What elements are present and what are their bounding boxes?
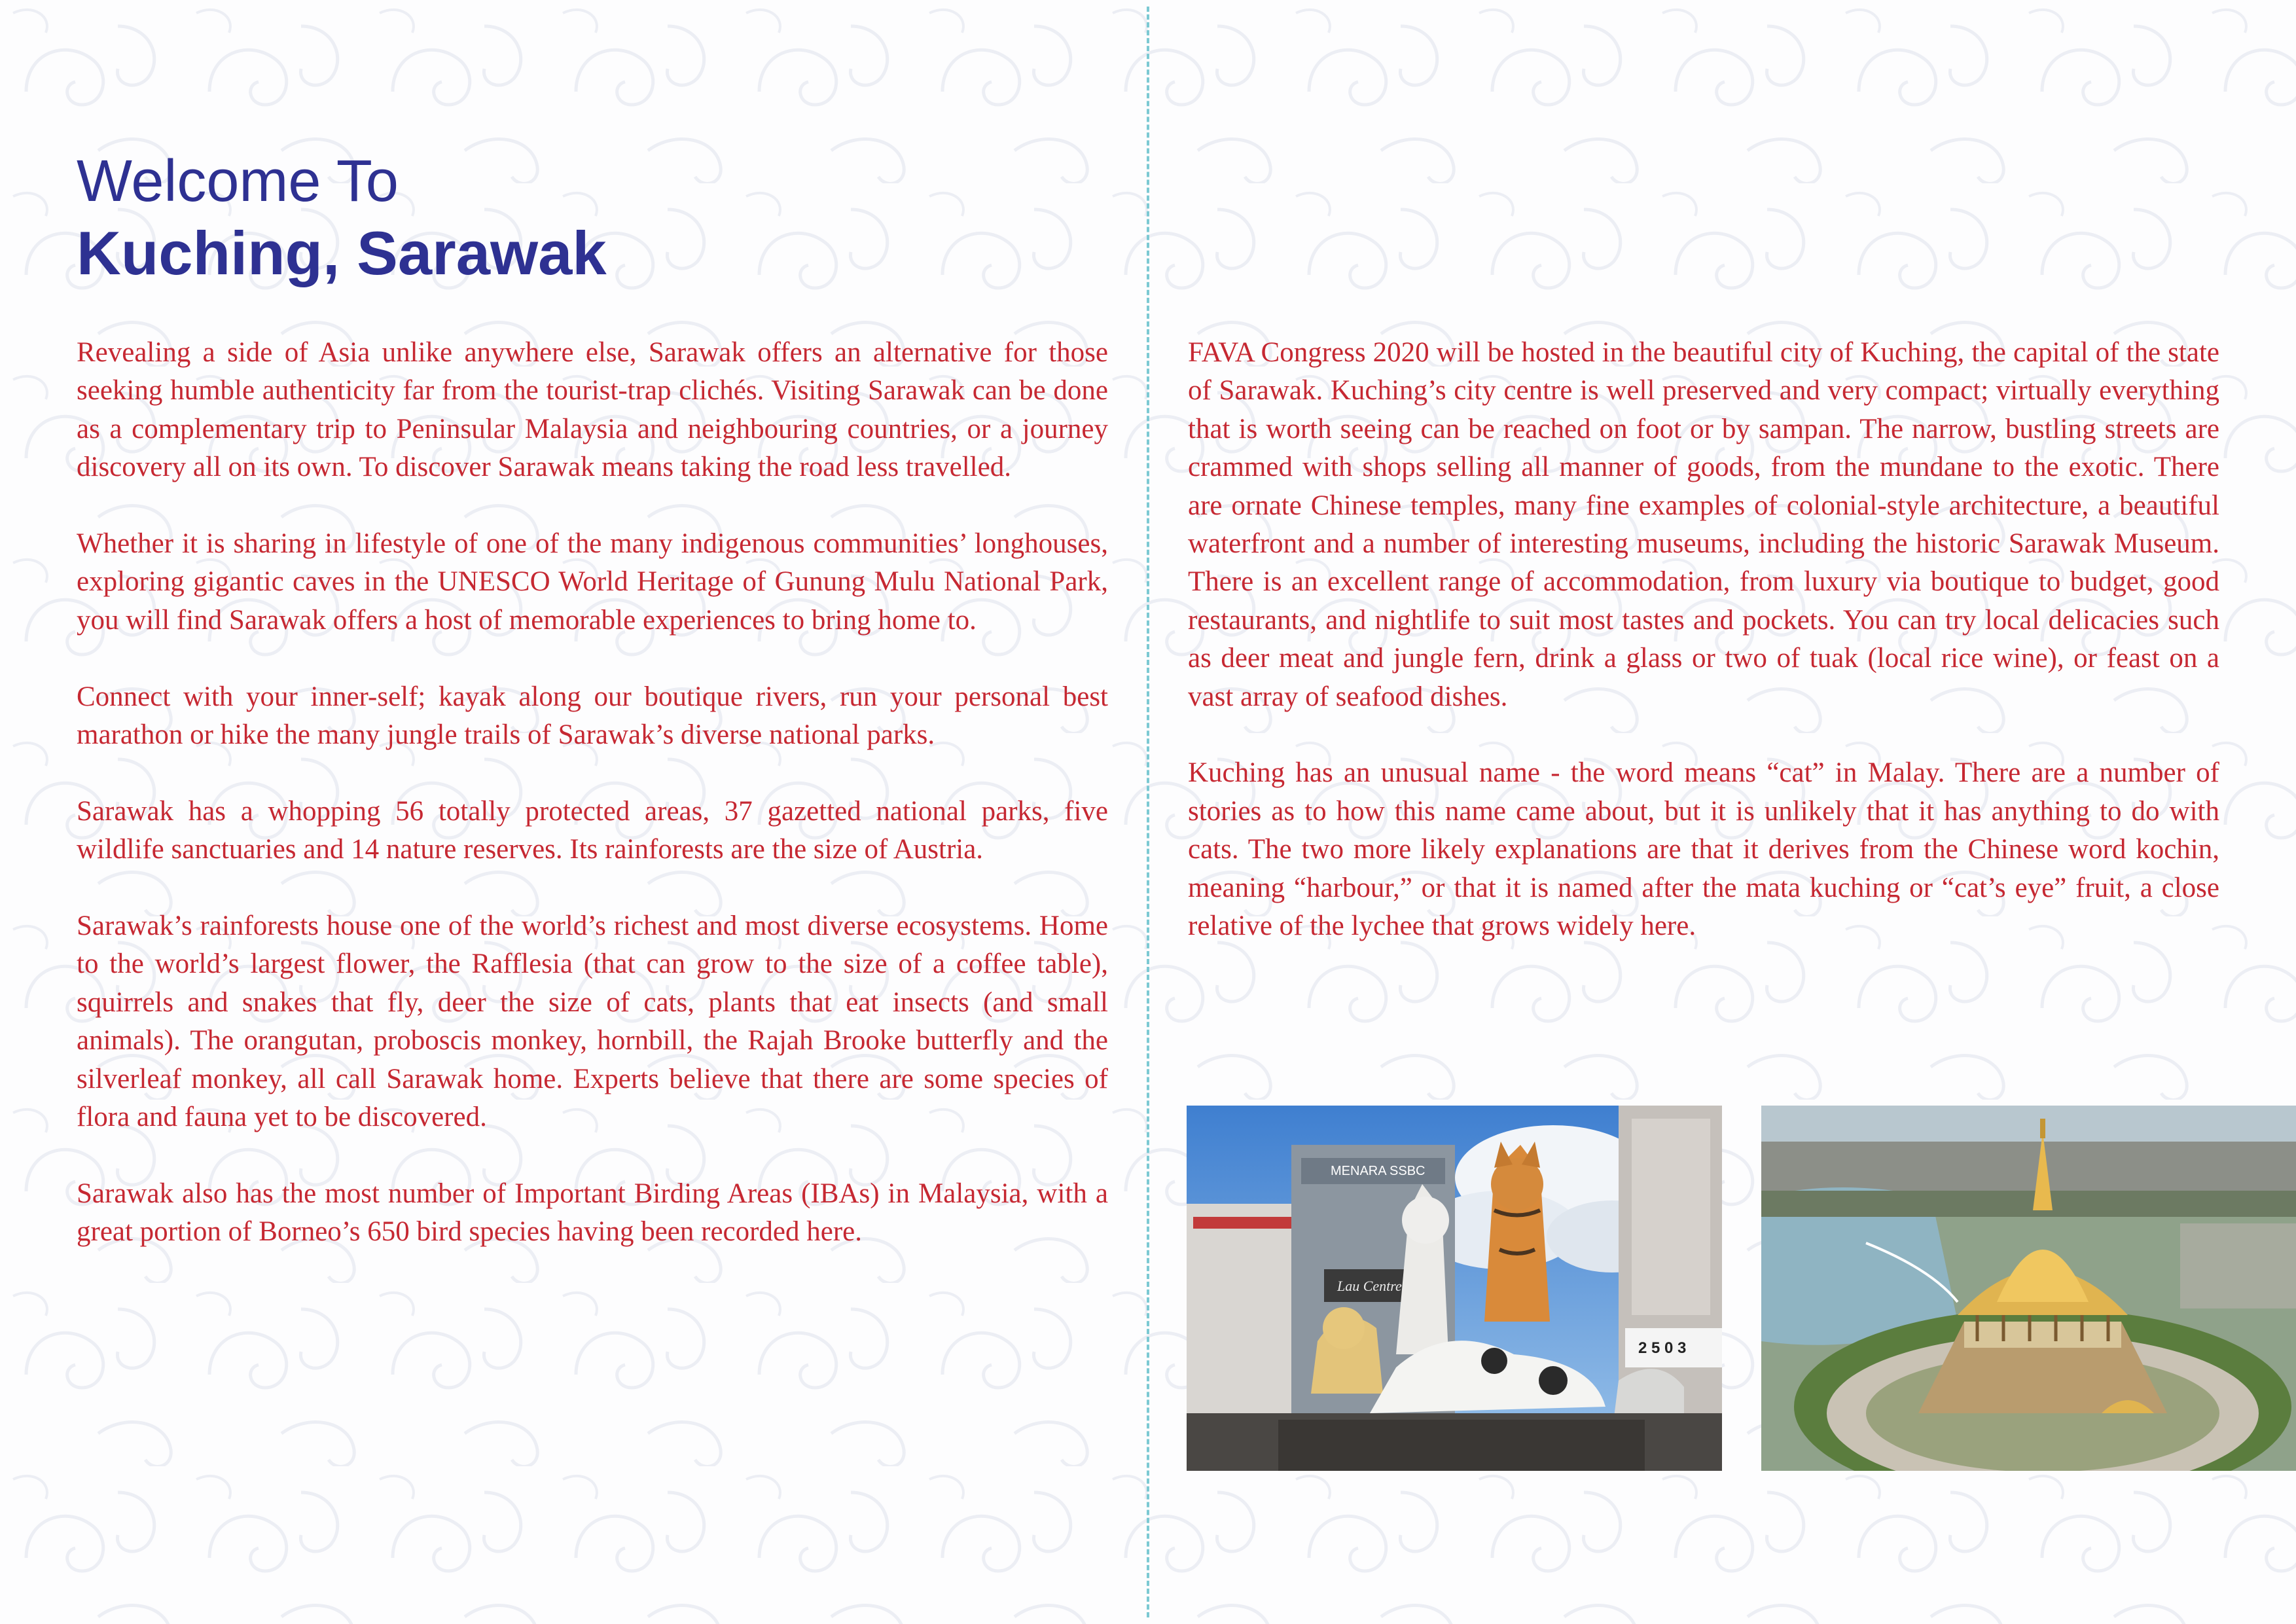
title-line-kuching: Kuching, Sarawak [77, 219, 607, 287]
paragraph: Connect with your inner-self; kayak along our boutique rivers, run your personal best marathon or hike the many jungle trails of Sarawak’s diverse national parks. [77, 681, 1108, 751]
paragraph: Sarawak also has the most number of Important Birding Areas (IBAs) in Malaysia, with a great portion of Borneo’s 650 bird species having been recorded here. [77, 1178, 1108, 1248]
paragraph: Sarawak has a whopping 56 totally protected areas, 37 gazetted national parks, five wildlife sanctuaries and 14 nature reserves. Its rainforests are the size of Austria. [77, 795, 1108, 865]
page-spine-divider [1147, 7, 1149, 1617]
paragraph: Sarawak’s rainforests house one of the world’s richest and most diverse ecosystems. Home to the world’s largest flower, the Rafflesia (that can grow to the size of a coffee table), squirrels and snakes that fly, deer the size of cats, plants that eat insects (and small animals). The orangutan, proboscis monkey, hornbill, the Rajah Brooke butterfly and the silverleaf monkey, all call Sarawak home. Experts believe that there are some species of flora and fauna yet to be discovered. [77, 911, 1108, 1133]
sign-menara: MENARA SSBC [1331, 1164, 1426, 1178]
paragraph: Whether it is sharing in lifestyle of one of the many indigenous communities’ longhouses, exploring gigantic caves in the UNESCO World Heritage of Gunung Mulu National Park, you will find Sarawak offers a host of memorable experiences to bring home to. [77, 528, 1108, 636]
photo-cat-statue [1187, 1106, 1722, 1471]
page-title [77, 145, 607, 289]
right-text-column [1188, 334, 2219, 984]
sign-numbers: 2 5 0 3 [1638, 1339, 1687, 1357]
title-line-welcome: Welcome To [77, 149, 399, 214]
sign-lau-centre: Lau Centre [1337, 1278, 1402, 1294]
left-text-column [77, 334, 1108, 1290]
paragraph: Kuching has an unusual name - the word means “cat” in Malay. There are a number of stories as to how this name came about, but it is unlikely that it has anything to do with cats. The two more likely explanations are that it derives from the Chinese word kochin, meaning “harbour,” or that it is named after the mata kuching or “cat’s eye” fruit, a close relative of the lychee that grows widely here. [1188, 757, 2219, 942]
paragraph: Revealing a side of Asia unlike anywhere else, Sarawak offers an alternative for those seeking humble authenticity far from the tourist-trap clichés. Visiting Sarawak can be done as a complementary trip to Peninsular Malaysia and neighbouring countries, or a journey discovery all on its own. To discover Sarawak means taking the road less travelled. [77, 337, 1108, 483]
photo-legislative-building [1761, 1106, 2296, 1471]
paragraph: FAVA Congress 2020 will be hosted in the beautiful city of Kuching, the capital of the state of Sarawak. Kuching’s city centre is well preserved and very compact; virtually everything that is worth seeing can be reached on foot or by sampan. The narrow, bustling streets are crammed with shops selling all manner of goods, from the mundane to the exotic. There are ornate Chinese temples, many fine examples of colonial-style architecture, a beautiful waterfront and a number of interesting museums, including the historic Sarawak Museum. There is an excellent range of accommodation, from luxury via boutique to budget, good restaurants, and nightlife to suit most tastes and pockets. You can try local delicacies such as deer meat and jungle fern, drink a glass or two of tuak (local rice wine), or feast on a vast array of seafood dishes. [1188, 337, 2219, 712]
